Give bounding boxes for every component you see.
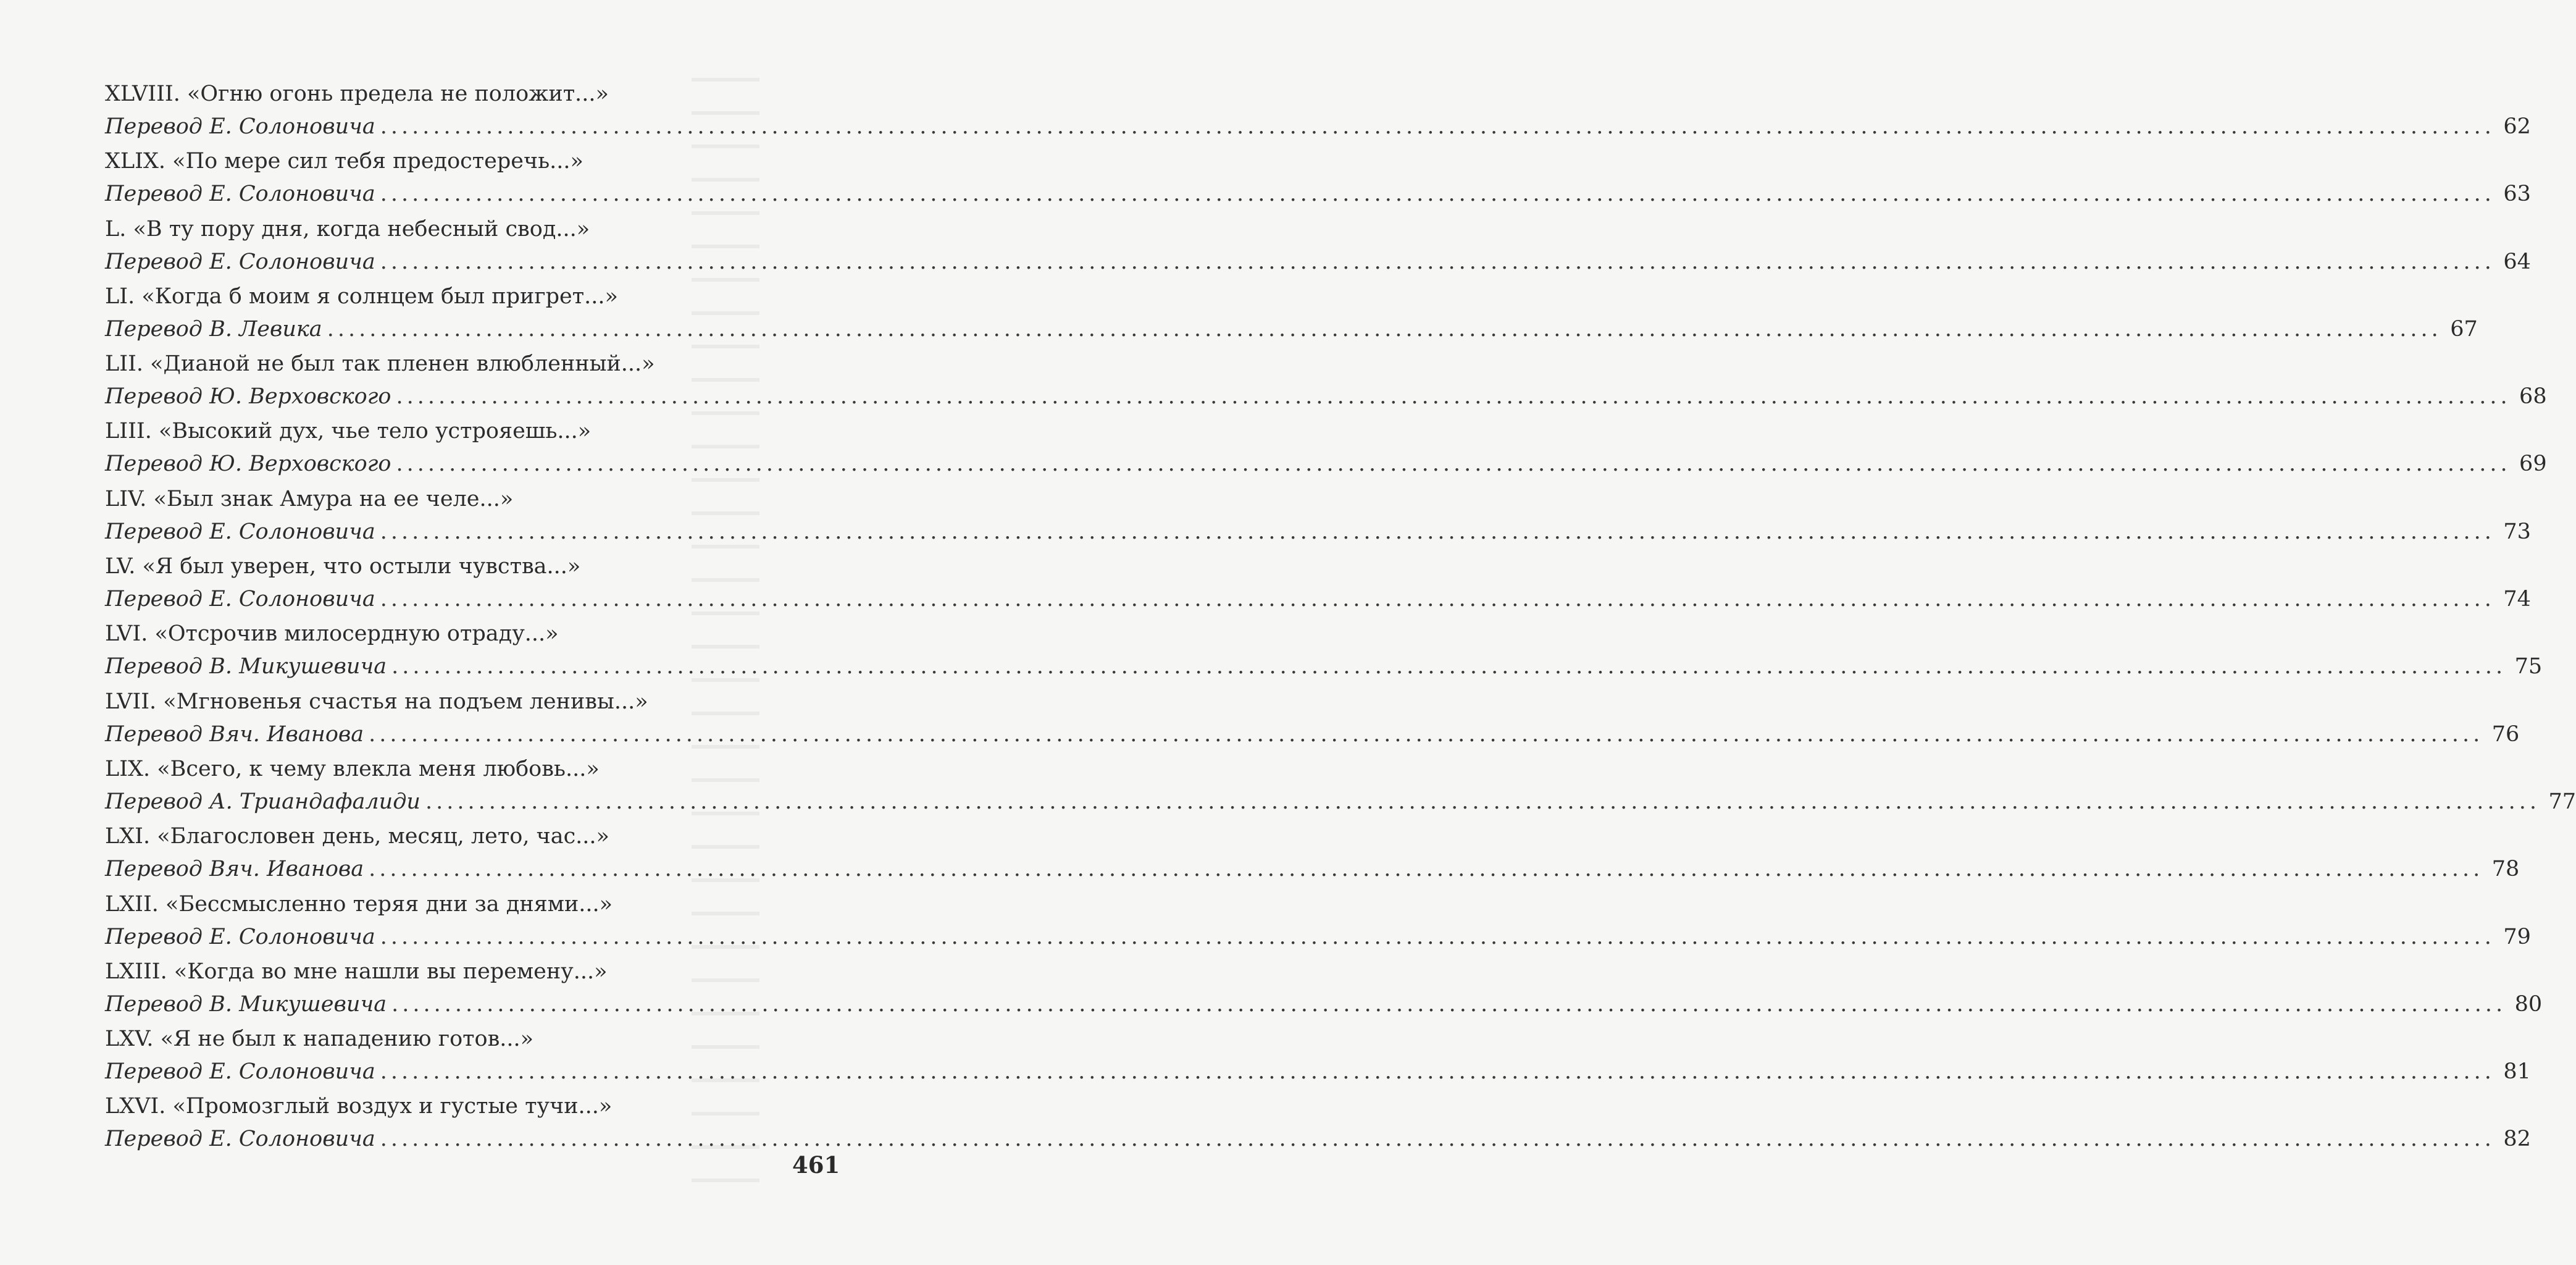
entry-title: LXIII. «Когда во мне нашли вы перемену...» <box>105 959 608 984</box>
dot-leader: ........................................................................................................................................................................................................ <box>380 519 2495 544</box>
toc-entry <box>105 753 2576 820</box>
entry-translator-line <box>105 650 2543 683</box>
entry-title: LV. «Я был уверен, что остыли чувства...» <box>105 554 581 579</box>
toc-entry <box>105 280 2478 348</box>
dot-leader: ........................................................................................................................................................................................................ <box>380 114 2495 139</box>
toc-entry <box>105 618 2543 685</box>
dot-leader: ........................................................................................................................................................................................................ <box>327 316 2442 342</box>
entry-translator-line <box>105 177 2531 211</box>
entry-page-number: 68 <box>2519 384 2547 410</box>
entry-translator: Перевод Е. Солоновича <box>105 587 375 612</box>
entry-translator: Перевод Е. Солоновича <box>105 182 375 207</box>
entry-page-number: 80 <box>2514 991 2543 1017</box>
entry-translator: Перевод Ю. Верховского <box>105 452 391 477</box>
entry-translator-line <box>105 313 2478 346</box>
entry-page-number: 62 <box>2503 114 2531 139</box>
toc-entry <box>105 820 2520 888</box>
entry-translator: Перевод В. Левика <box>105 316 322 342</box>
entry-title: LII. «Дианой не был так пленен влюбленный...» <box>105 351 655 377</box>
entry-title: LVII. «Мгновенья счастья на подъем ленивы...» <box>105 689 648 714</box>
table-of-contents <box>105 78 2576 1158</box>
entry-page-number: 77 <box>2548 789 2576 814</box>
entry-title: LXVI. «Промозглый воздух и густые тучи...» <box>105 1094 613 1119</box>
entry-translator-line <box>105 988 2543 1021</box>
toc-entry <box>105 415 2547 482</box>
dot-leader: ........................................................................................................................................................................................................ <box>380 182 2495 207</box>
entry-translator: Перевод Е. Солоновича <box>105 1127 375 1152</box>
entry-title: L. «В ту пору дня, когда небесный свод...» <box>105 216 590 242</box>
entry-translator-line <box>105 582 2531 616</box>
toc-entry <box>105 483 2531 550</box>
dot-leader: ........................................................................................................................................................................................................ <box>380 1127 2495 1152</box>
dot-leader: ........................................................................................................................................................................................................ <box>369 857 2484 882</box>
toc-entry <box>105 348 2547 415</box>
toc-entry <box>105 686 2520 753</box>
toc-entry <box>105 1023 2531 1090</box>
entry-translator: Перевод Вяч. Иванова <box>105 857 364 882</box>
toc-entry <box>105 550 2531 618</box>
entry-title: LIX. «Всего, к чему влекла меня любовь...» <box>105 756 600 781</box>
dot-leader: ........................................................................................................................................................................................................ <box>425 789 2541 814</box>
entry-title: LXII. «Бессмысленно теряя дни за днями...» <box>105 891 613 917</box>
entry-page-number: 73 <box>2503 519 2531 544</box>
entry-page-number: 69 <box>2519 452 2547 477</box>
entry-translator: Перевод Е. Солоновича <box>105 519 375 544</box>
entry-translator: Перевод Е. Солоновича <box>105 114 375 139</box>
entry-translator-line <box>105 785 2576 818</box>
entry-page-number: 63 <box>2503 182 2531 207</box>
entry-page-number: 81 <box>2503 1059 2531 1085</box>
dot-leader: ........................................................................................................................................................................................................ <box>391 654 2507 679</box>
entry-translator-line <box>105 718 2520 751</box>
entry-page-number: 78 <box>2491 857 2520 882</box>
dot-leader: ........................................................................................................................................................................................................ <box>369 721 2484 747</box>
entry-translator-line <box>105 852 2520 886</box>
entry-page-number: 79 <box>2503 924 2531 949</box>
entry-translator: Перевод Е. Солоновича <box>105 924 375 949</box>
toc-entry <box>105 145 2531 212</box>
entry-translator-line <box>105 110 2531 143</box>
entry-translator: Перевод А. Триандафалиди <box>105 789 420 814</box>
entry-page-number: 75 <box>2514 654 2543 679</box>
entry-title: XLIX. «По мере сил тебя предостеречь...» <box>105 149 583 174</box>
entry-page-number: 64 <box>2503 249 2531 274</box>
toc-entry <box>105 1090 2531 1158</box>
toc-entry <box>105 888 2531 956</box>
toc-entry <box>105 213 2531 280</box>
entry-translator-line <box>105 515 2531 548</box>
page-folio-number: 461 <box>792 1151 840 1179</box>
entry-page-number: 76 <box>2491 721 2520 747</box>
dot-leader: ........................................................................................................................................................................................................ <box>380 249 2495 274</box>
dot-leader: ........................................................................................................................................................................................................ <box>396 384 2511 410</box>
entry-translator: Перевод Ю. Верховского <box>105 384 391 410</box>
toc-entry <box>105 78 2531 145</box>
entry-title: LXI. «Благословен день, месяц, лето, час...» <box>105 824 609 849</box>
entry-page-number: 82 <box>2503 1127 2531 1152</box>
entry-translator: Перевод Е. Солоновича <box>105 1059 375 1085</box>
dot-leader: ........................................................................................................................................................................................................ <box>380 924 2495 949</box>
entry-translator: Перевод Е. Солоновича <box>105 249 375 274</box>
entry-translator: Перевод В. Микушевича <box>105 654 387 679</box>
entry-title: LVI. «Отсрочив милосердную отраду...» <box>105 621 559 647</box>
entry-title: LIV. «Был знак Амура на ее челе...» <box>105 486 514 511</box>
entry-translator-line <box>105 1055 2531 1088</box>
dot-leader: ........................................................................................................................................................................................................ <box>380 587 2495 612</box>
entry-page-number: 67 <box>2450 316 2478 342</box>
entry-translator-line <box>105 447 2547 481</box>
entry-translator: Перевод Вяч. Иванова <box>105 721 364 747</box>
entry-title: LXV. «Я не был к нападению готов...» <box>105 1027 534 1052</box>
dot-leader: ........................................................................................................................................................................................................ <box>391 991 2507 1017</box>
dot-leader: ........................................................................................................................................................................................................ <box>380 1059 2495 1085</box>
entry-translator-line <box>105 920 2531 954</box>
entry-translator-line <box>105 380 2547 413</box>
dot-leader: ........................................................................................................................................................................................................ <box>396 452 2511 477</box>
entry-translator-line <box>105 245 2531 279</box>
entry-translator: Перевод В. Микушевича <box>105 991 387 1017</box>
entry-title: LIII. «Высокий дух, чье тело устрояешь...» <box>105 419 592 444</box>
toc-entry <box>105 956 2543 1023</box>
entry-translator-line <box>105 1122 2531 1156</box>
entry-title: LI. «Когда б моим я солнцем был пригрет...» <box>105 284 618 309</box>
entry-page-number: 74 <box>2503 587 2531 612</box>
entry-title: XLVIII. «Огню огонь предела не положит...» <box>105 82 609 106</box>
